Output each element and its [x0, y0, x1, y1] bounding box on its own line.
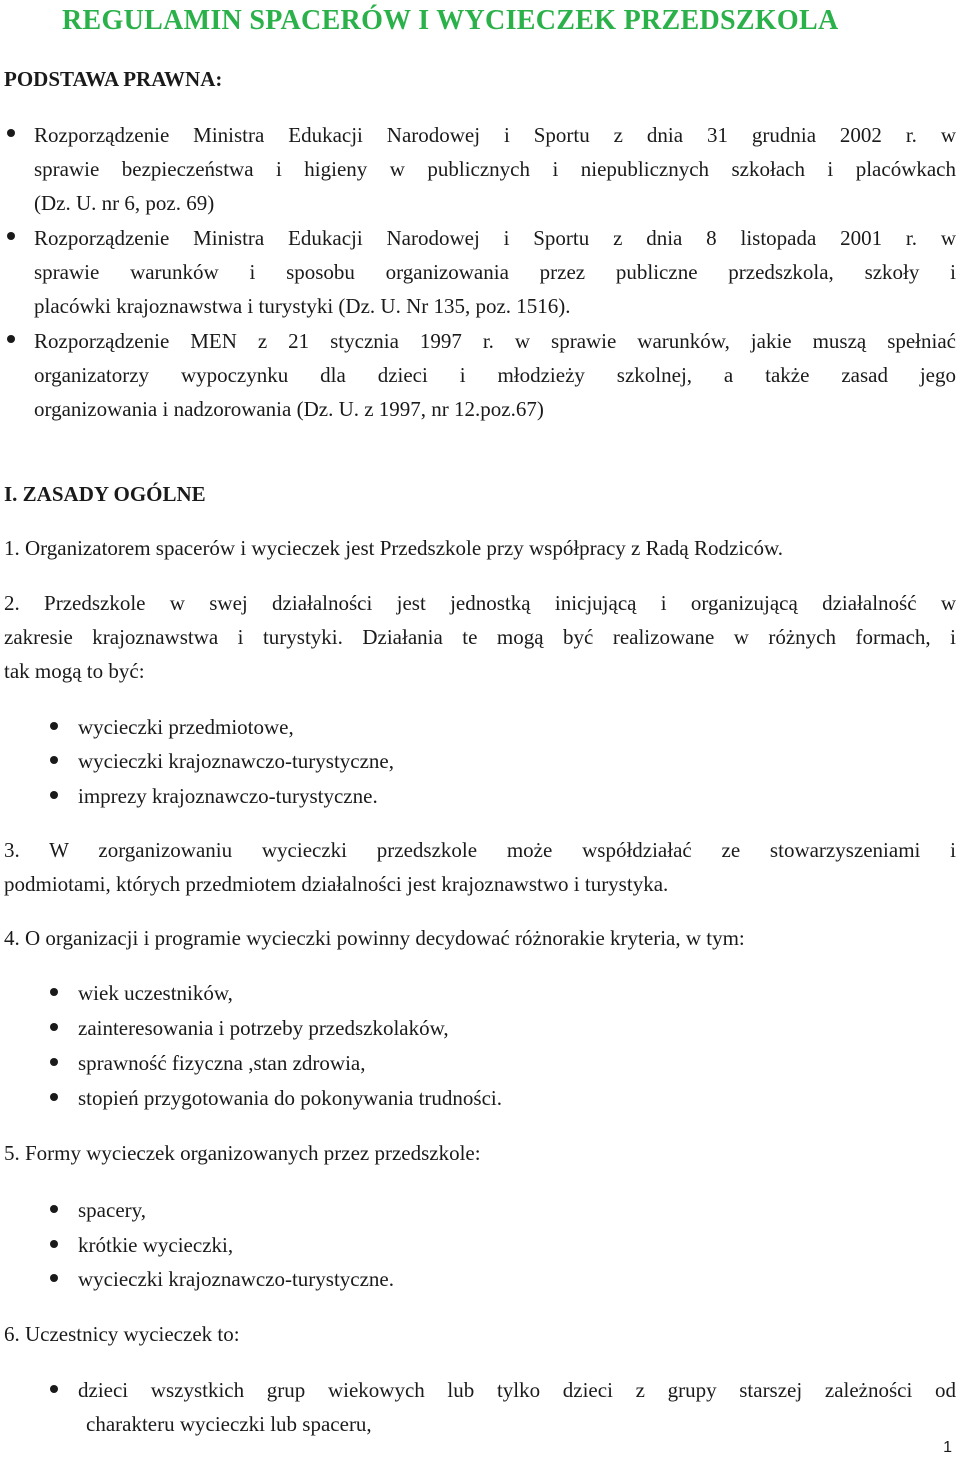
list-item-line: charakteru wycieczki lub spaceru, [86, 1412, 372, 1436]
paragraph-3-line: podmiotami, których przedmiotem działalności jest krajoznawstwo i turystyka. [4, 872, 669, 896]
paragraph-3 [4, 833, 956, 901]
list-item [78, 1373, 956, 1441]
list-item: wycieczki przedmiotowe, [78, 715, 294, 739]
paragraph-2-line: 2. Przedszkole w swej działalności jest jednostką inicjującą i organizującą działalność w [4, 591, 956, 615]
legal-basis-item-3-line: organizowania i nadzorowania (Dz. U. z 1997, nr 12.poz.67) [34, 397, 544, 421]
legal-basis-item-2 [34, 221, 956, 323]
legal-basis-item-3 [34, 324, 956, 426]
legal-basis-item-2-line: placówki krajoznawstwa i turystyki (Dz. U. Nr 135, poz. 1516). [34, 294, 571, 318]
bullet-icon [50, 791, 58, 799]
list-item: spacery, [78, 1198, 147, 1222]
paragraph-6: 6. Uczestnicy wycieczek to: [4, 1322, 240, 1346]
bullet-icon [50, 1023, 58, 1031]
list-item: wycieczki krajoznawczo-turystyczne. [78, 1267, 395, 1291]
list-item: zainteresowania i potrzeby przedszkolaków, [78, 1016, 449, 1040]
paragraph-2-line: tak mogą to być: [4, 659, 145, 683]
bullet-icon [50, 1058, 58, 1066]
legal-basis-item-1 [34, 118, 956, 220]
legal-basis-item-2-line: sprawie warunków i sposobu organizowania przez publiczne przedszkola, szkoły i [34, 260, 956, 284]
legal-basis-item-1-line: (Dz. U. nr 6, poz. 69) [34, 191, 215, 215]
paragraph-5: 5. Formy wycieczek organizowanych przez przedszkole: [4, 1141, 481, 1165]
list-item-line: dzieci wszystkich grup wiekowych lub tylko dzieci z grupy starszej zależności od [78, 1378, 956, 1402]
paragraph-3-line: 3. W zorganizowaniu wycieczki przedszkole może współdziałać ze stowarzyszeniami i [4, 838, 956, 862]
list-item: wiek uczestników, [78, 981, 233, 1005]
bullet-icon [50, 1205, 58, 1213]
legal-basis-item-2-line: Rozporządzenie Ministra Edukacji Narodowej i Sportu z dnia 8 listopada 2001 r. w [34, 226, 956, 250]
paragraph-1: 1. Organizatorem spacerów i wycieczek jest Przedszkole przy współpracy z Radą Rodziców. [4, 536, 784, 560]
list-item: krótkie wycieczki, [78, 1233, 234, 1257]
bullet-icon [50, 1240, 58, 1248]
bullet-icon [7, 232, 15, 240]
bullet-icon [7, 129, 15, 137]
bullet-icon [7, 335, 15, 343]
legal-basis-item-1-line: Rozporządzenie Ministra Edukacji Narodowej i Sportu z dnia 31 grudnia 2002 r. w [34, 123, 956, 147]
bullet-icon [50, 1274, 58, 1282]
paragraph-2 [4, 586, 956, 688]
bullet-icon [50, 988, 58, 996]
bullet-icon [50, 1385, 58, 1393]
list-item: imprezy krajoznawczo-turystyczne. [78, 784, 378, 808]
bullet-icon [50, 722, 58, 730]
bullet-icon [50, 756, 58, 764]
legal-basis-item-3-line: Rozporządzenie MEN z 21 stycznia 1997 r. w sprawie warunków, jakie muszą spełniać [34, 329, 956, 353]
paragraph-2-line: zakresie krajoznawstwa i turystyki. Działania te mogą być realizowane w różnych formach, i [4, 625, 956, 649]
bullet-icon [50, 1093, 58, 1101]
legal-basis-heading: PODSTAWA PRAWNA: [4, 67, 223, 91]
legal-basis-item-3-line: organizatorzy wypoczynku dla dzieci i młodzieży szkolnej, a także zasad jego [34, 363, 956, 387]
list-item: stopień przygotowania do pokonywania trudności. [78, 1086, 502, 1110]
section-heading: I. ZASADY OGÓLNE [4, 482, 206, 506]
list-item: wycieczki krajoznawczo-turystyczne, [78, 749, 395, 773]
paragraph-4: 4. O organizacji i programie wycieczki powinny decydować różnorakie kryteria, w tym: [4, 926, 745, 950]
legal-basis-item-1-line: sprawie bezpieczeństwa i higieny w publicznych i niepublicznych szkołach i placówkach [34, 157, 956, 181]
list-item: sprawność fizyczna ,stan zdrowia, [78, 1051, 366, 1075]
page-number: 1 [943, 1439, 952, 1456]
document-title: REGULAMIN SPACERÓW I WYCIECZEK PRZEDSZKOLA [62, 5, 839, 36]
